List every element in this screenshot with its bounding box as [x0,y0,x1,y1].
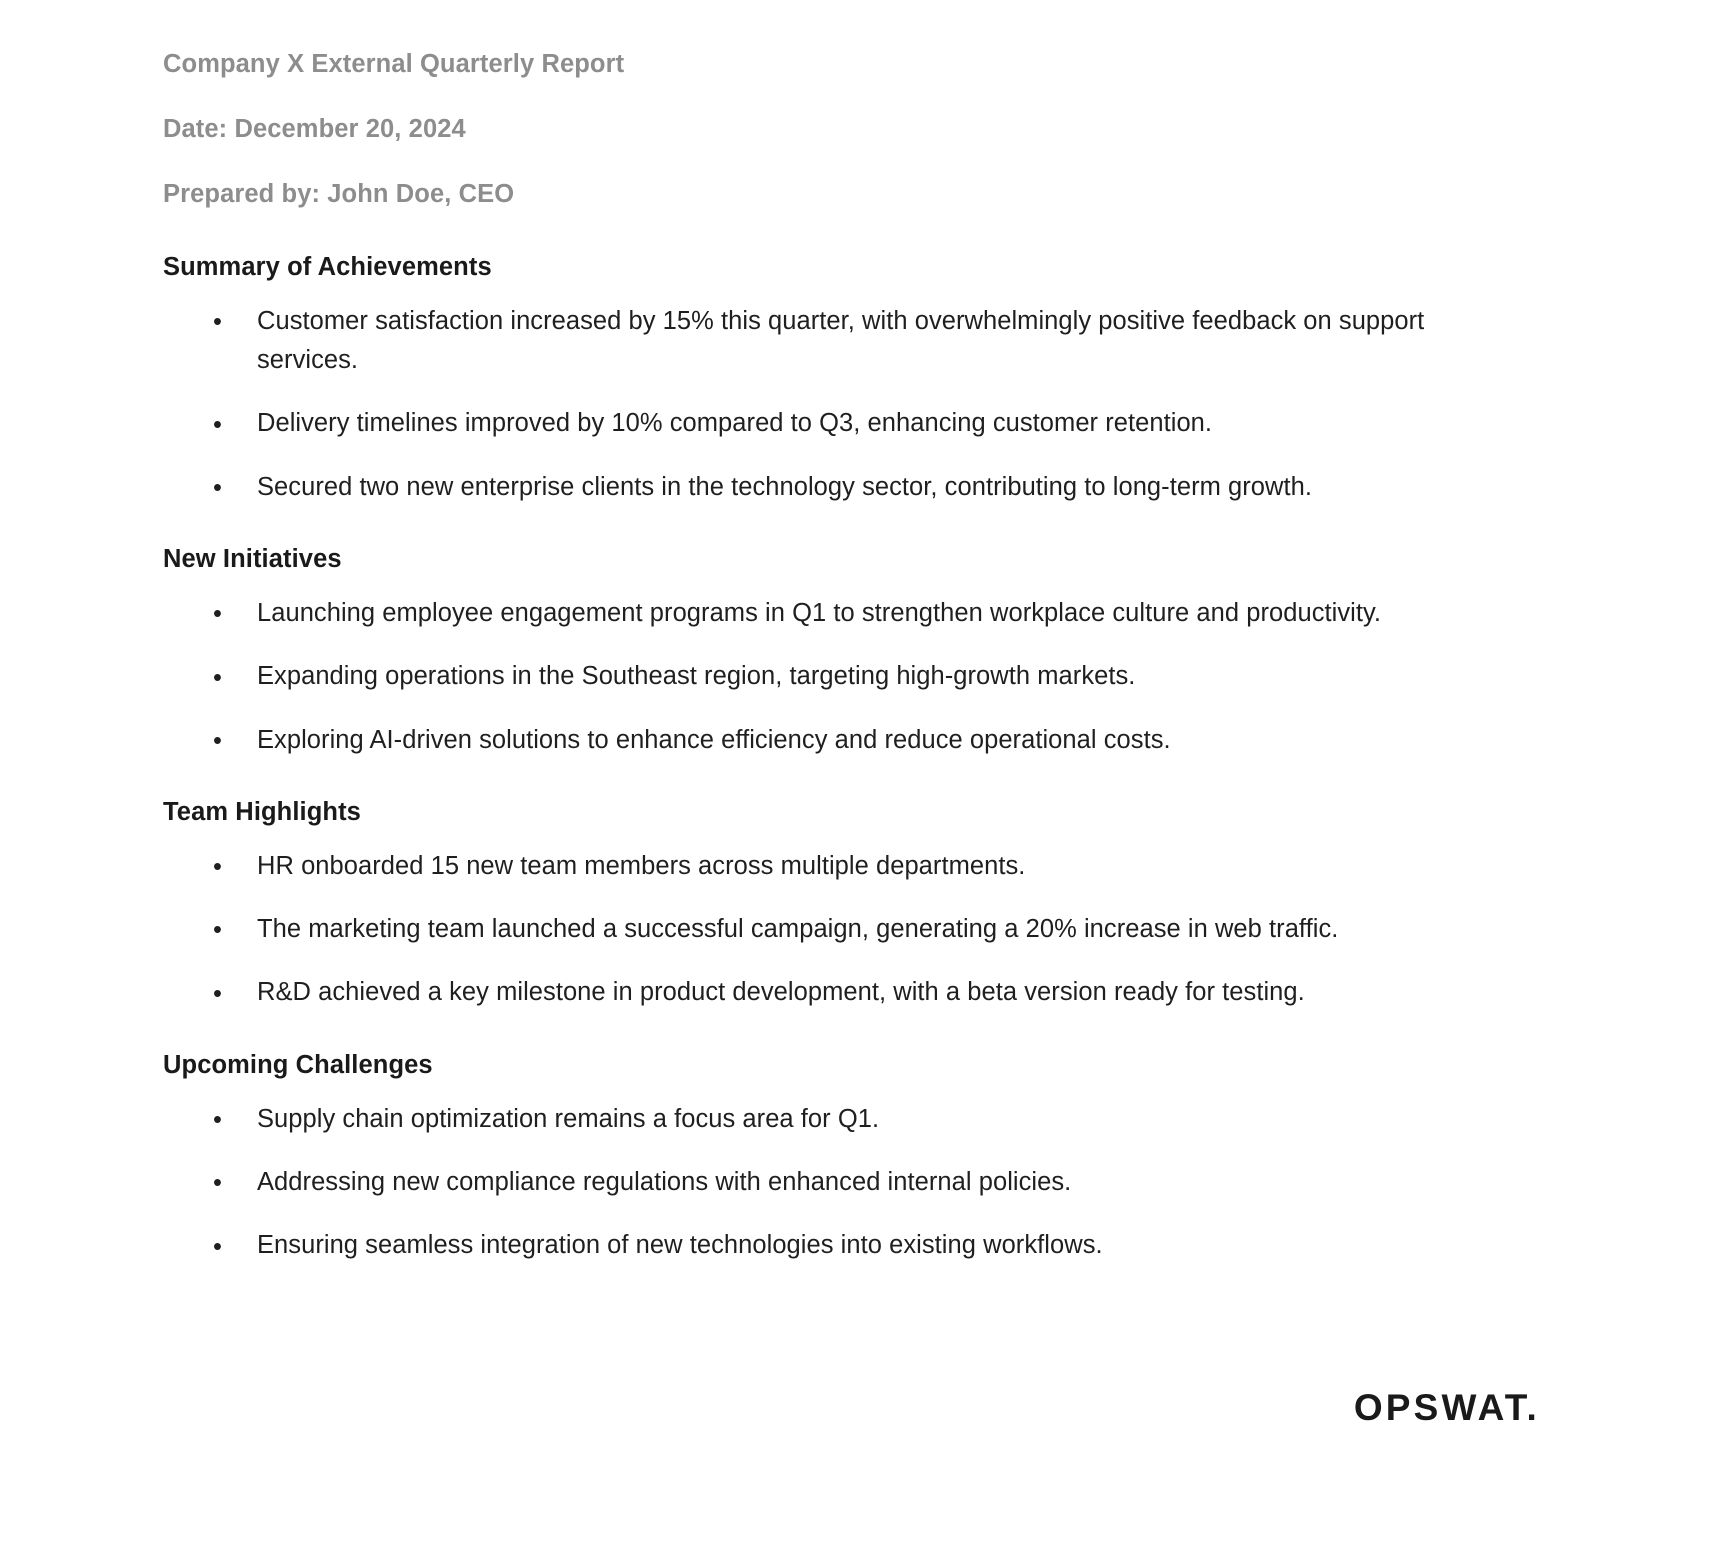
bullet-list [163,847,1443,1013]
bullet-icon: • [213,1232,222,1261]
list-item-text: Expanding operations in the Southeast region, targeting high-growth markets. [257,662,1136,691]
document-body [163,42,1443,1266]
list-item-text: Launching employee engagement programs in Q1 to strengthen workplace culture and productivity. [257,598,1382,627]
list-item [163,1226,1443,1265]
bullet-icon: • [213,1169,222,1198]
section-upcoming-challenges [163,1049,1443,1266]
list-item [163,657,1443,696]
bullet-list [163,594,1443,760]
list-item-text: R&D achieved a key milestone in product development, with a beta version ready for testing. [257,978,1305,1007]
section-team-highlights [163,796,1443,1013]
section-heading: Team Highlights [163,797,361,826]
list-item [163,468,1443,507]
document-prepared-by: Prepared by: John Doe, CEO [163,179,515,208]
section-heading: Upcoming Challenges [163,1050,433,1079]
list-item-text: Exploring AI-driven solutions to enhance efficiency and reduce operational costs. [257,725,1171,754]
list-item-text: Customer satisfaction increased by 15% this quarter, with overwhelmingly positive feedback on support services. [257,306,1425,375]
bullet-icon: • [213,916,222,945]
opswat-logo: OPSWAT. [1353,1387,1540,1428]
document-title: Company X External Quarterly Report [163,50,625,78]
section-summary-of-achievements [163,251,1443,507]
list-item-text: HR onboarded 15 new team members across multiple departments. [257,851,1026,880]
bullet-icon: • [213,1106,222,1135]
bullet-icon: • [213,853,222,882]
list-item [163,594,1443,633]
bullet-icon: • [213,726,222,755]
bullet-icon: • [213,473,222,502]
list-item-text: Secured two new enterprise clients in the technology sector, contributing to long-term growth. [257,472,1313,501]
section-new-initiatives [163,543,1443,760]
bullet-icon: • [213,979,222,1008]
section-heading: Summary of Achievements [163,252,492,281]
bullet-list [163,302,1443,507]
list-item-text: Ensuring seamless integration of new technologies into existing workflows. [257,1231,1103,1260]
list-item [163,847,1443,886]
list-item-text: Supply chain optimization remains a focus area for Q1. [257,1104,880,1133]
bullet-icon: • [213,308,222,337]
bullet-list [163,1100,1443,1266]
list-item [163,302,1443,381]
list-item [163,721,1443,760]
bullet-icon: • [213,410,222,439]
document-date: Date: December 20, 2024 [163,114,466,143]
section-heading: New Initiatives [163,544,342,573]
list-item [163,973,1443,1012]
list-item-text: Delivery timelines improved by 10% compared to Q3, enhancing customer retention. [257,409,1213,438]
list-item-text: Addressing new compliance regulations with enhanced internal policies. [257,1168,1072,1197]
list-item [163,910,1443,949]
bullet-icon: • [213,600,222,629]
list-item [163,404,1443,443]
list-item [163,1163,1443,1202]
list-item-text: The marketing team launched a successful campaign, generating a 20% increase in web traffic. [257,915,1339,944]
list-item [163,1100,1443,1139]
bullet-icon: • [213,663,222,692]
